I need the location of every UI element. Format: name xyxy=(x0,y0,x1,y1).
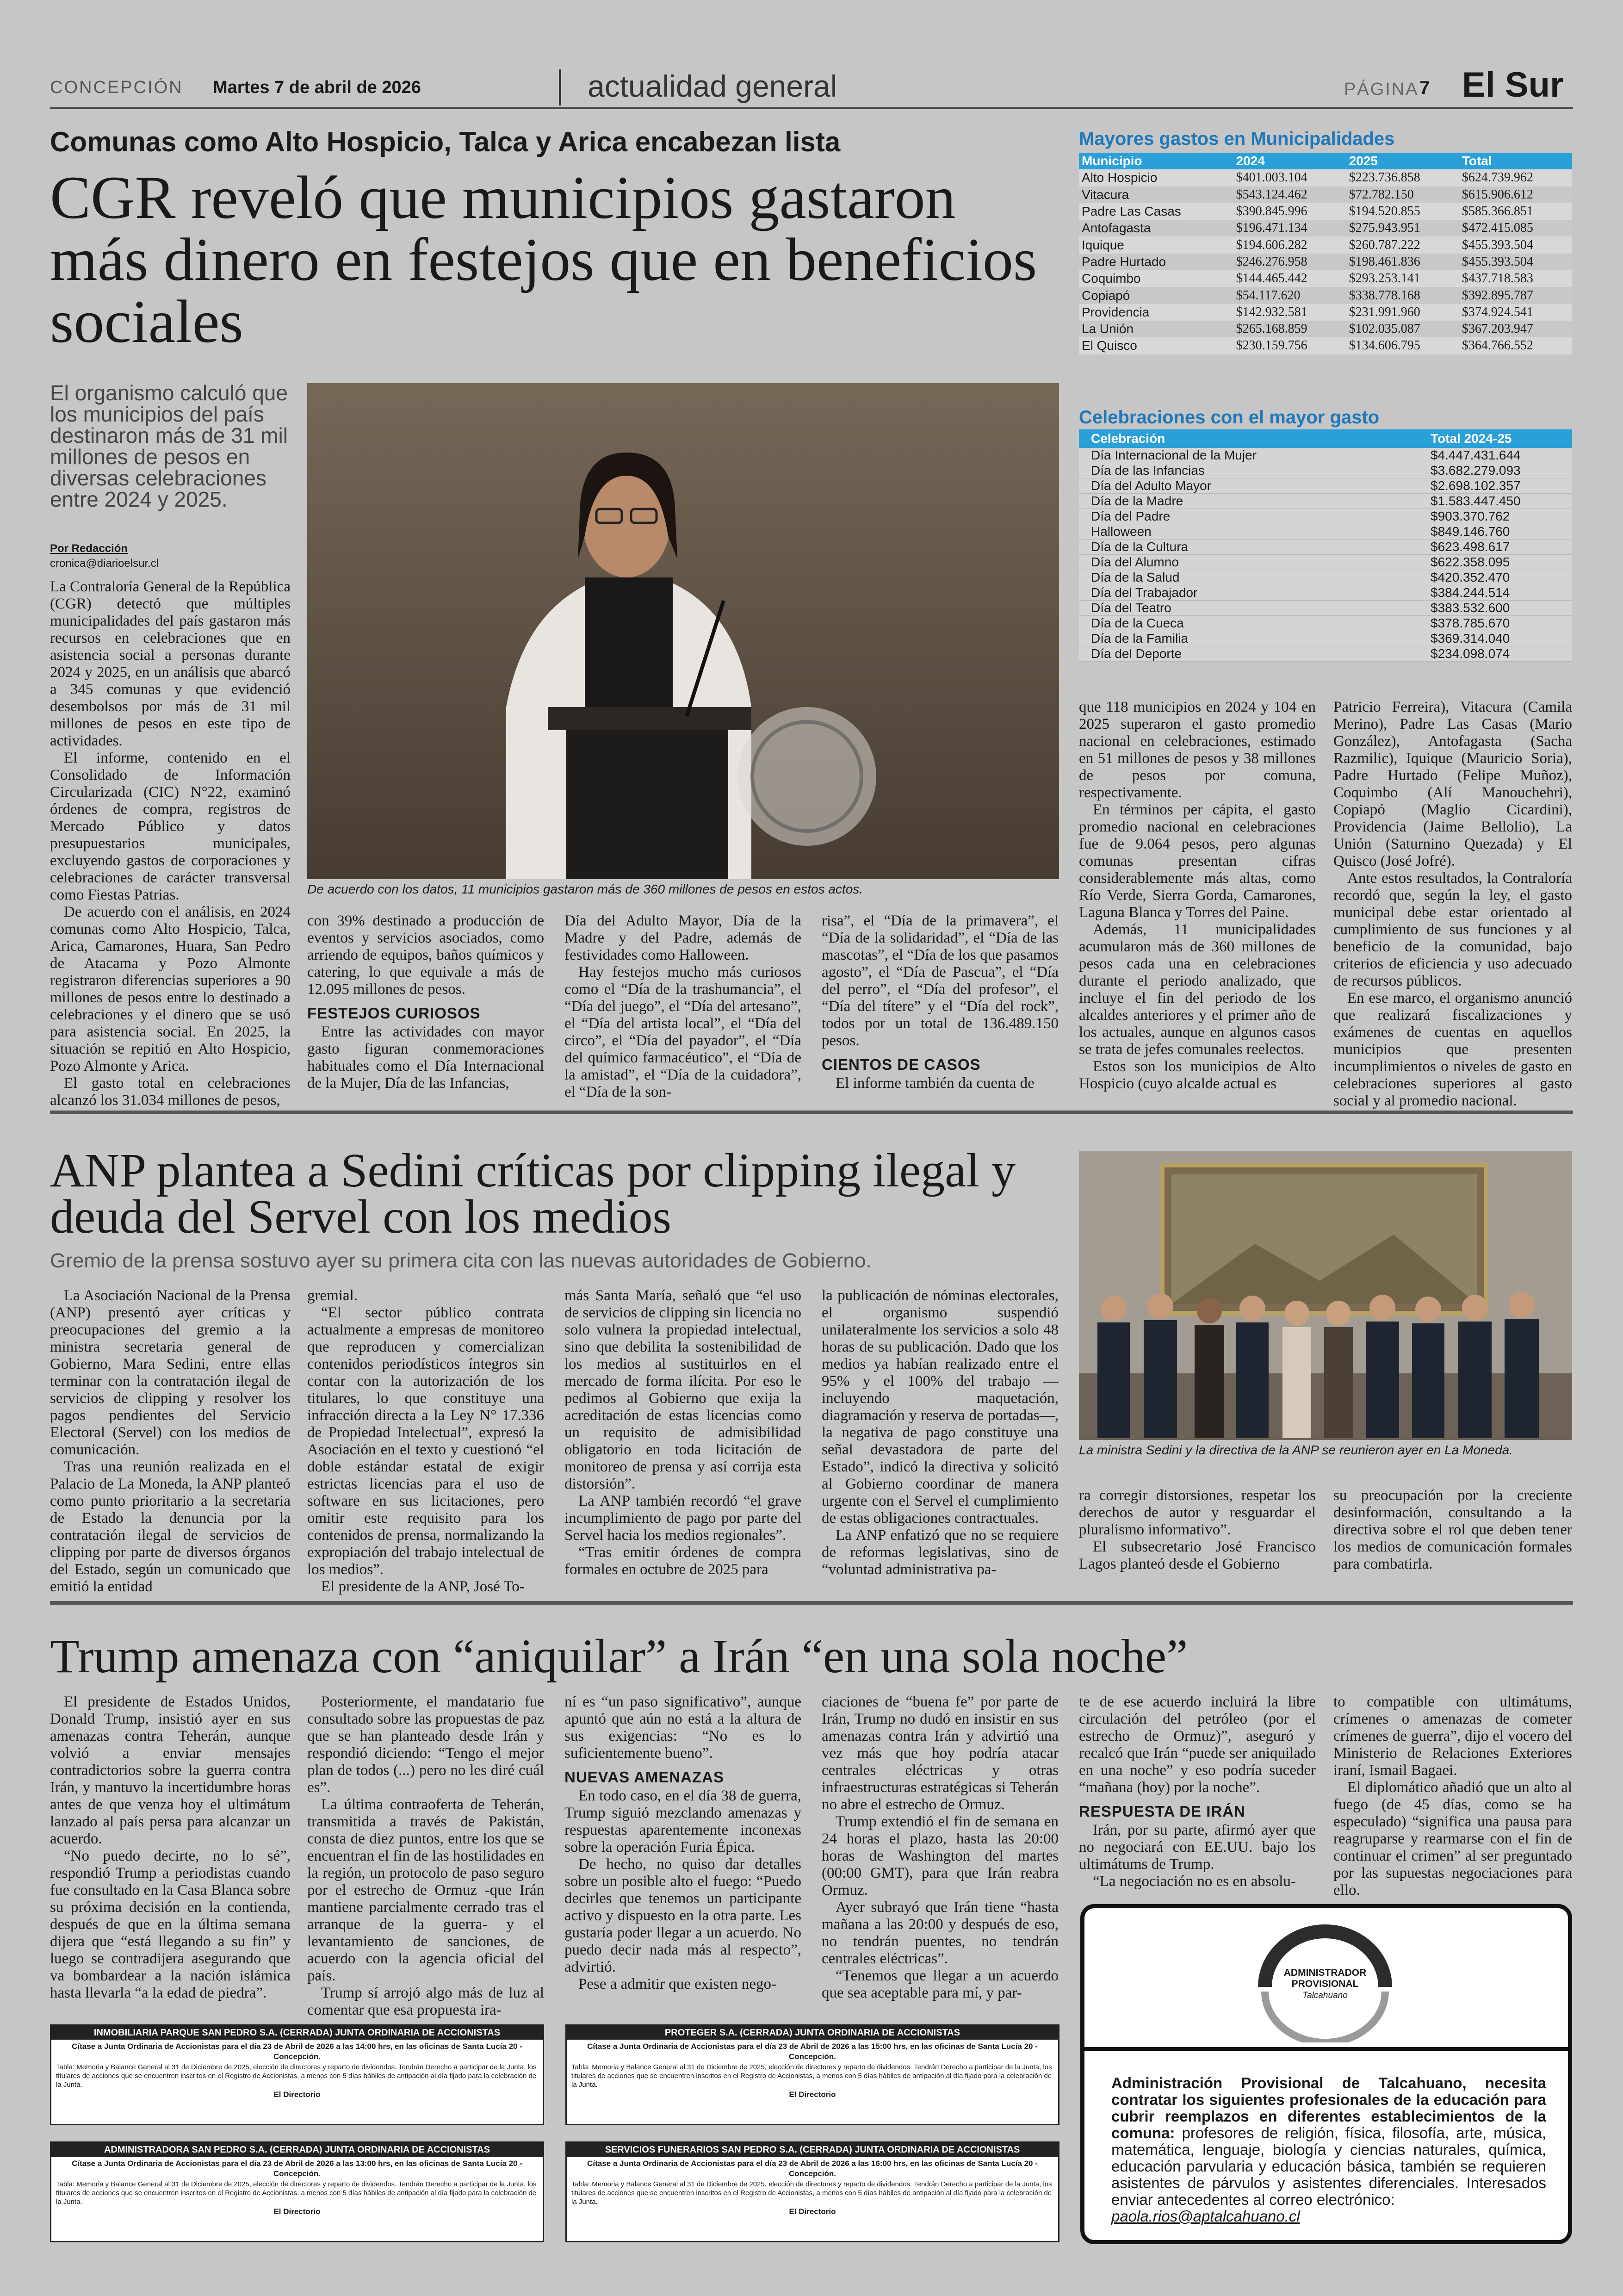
speaker-photo-illustration xyxy=(307,383,1059,879)
table2-row xyxy=(1079,616,1572,631)
article1-col5-p3: Además, 11 municipalidades acumularon más de 360 millones de pesos cada una en celebraciones durante el periodo analizado, que incluye el fin del periodo de los alcaldes anteriores y el primer año de los actuales, aunque en algunos casos se trata de jefes comunales reelectos. xyxy=(1079,921,1316,1058)
article1-col1-p3: De acuerdo con el análisis, en 2024 comunas como Alto Hospicio, Talca, Arica, Camarones, Huara, San Pedro de Atacama y Pozo Almonte registraron diferencias superiores a 90 millones de pesos entre lo destinado a celebraciones y el dinero que se usó para asistencia social. En 2025, la situación se repitió en Alto Hospicio, Pozo Almonte y Arica. xyxy=(50,904,291,1074)
notice-administradora xyxy=(50,2141,544,2242)
table1-row xyxy=(1079,220,1572,236)
table1-cell: $223.736.858 xyxy=(1346,169,1459,186)
section-rule xyxy=(50,1111,1573,1114)
article2-col2-p1: gremial. xyxy=(307,1287,358,1304)
table2-cell: Día de la Madre xyxy=(1079,494,1419,509)
table2-cell: $420.352.470 xyxy=(1419,570,1572,585)
article1-col1-p2: El informe, contenido en el Consolidado de Información Circularizada (CIC) N°22, examinó órdenes de compra, registros de Mercado Público y datos presupuestarios municipales, excluyendo gastos de corporaciones y celebraciones de carácter transversal como Fiestas Patrias. xyxy=(50,750,291,903)
article2-headline: ANP plantea a Sedini críticas por clipping ilegal y deuda del Servel con los medios xyxy=(50,1144,1016,1243)
table2-row xyxy=(1079,646,1572,662)
table1-row xyxy=(1079,169,1572,186)
article2-column-3 xyxy=(564,1287,801,1578)
table1-row xyxy=(1079,203,1572,220)
article1-col5-p1: que 118 municipios en 2024 y 104 en 2025 superaron el gasto promedio nacional en celebraciones, estimado en 51 millones de pesos y 38 millones de pesos por comuna, respectivamente. xyxy=(1079,699,1316,801)
article1-photo-caption: De acuerdo con los datos, 11 municipios gastaron más de 360 millones de pesos en estos actos. xyxy=(307,882,863,896)
notice-funerarios xyxy=(565,2141,1059,2242)
article3-col5-p1: te de ese acuerdo incluirá la libre circulación del petróleo (por el estrecho de Ormuz)”, aseguró y recalcó que Irán “puede ser aniquilado en una noche” y eso podría suceder “mañana (hoy) por la noche”. xyxy=(1079,1694,1316,1796)
article1-col6-p1: Patricio Ferreira), Vitacura (Camila Merino), Padre Las Casas (Mario González), Antofagasta (Sacha Razmilic), Iquique (Mauricio Soria), Padre Hurtado (Felipe Muñoz), Coquimbo (Alí Manouchehri), Copiapó (Maglio Cicardini), Providencia (Jaime Bellolio), La Unión (Saturnino Quezada) y El Quisco (José Jofré). xyxy=(1333,699,1572,869)
article3-column-4 xyxy=(822,1694,1059,2002)
article1-col1-p4: El gasto total en celebraciones alcanzó los 31.034 millones de pesos, xyxy=(50,1075,291,1109)
article3-column-6 xyxy=(1333,1694,1572,1899)
article2-col2-p2: “El sector público contrata actualmente a empresas de monitoreo que reproducen y comercializan contenidos periodísticos íntegros sin contar con la autorización de los titulares, lo que constituye una infracción directa a la Ley N° 17.336 de Propiedad Intelectual”, expresó la Asociación en el texto y cuestionó “el doble estándar estatal de exigir estrictas licencias para el uso de software en sus licitaciones, pero omitir este requisito para los contenidos de prensa, normalizando la expropiación del trabajo intelectual de los medios”. xyxy=(307,1304,544,1578)
table1-cell: $585.366.851 xyxy=(1459,203,1572,220)
article1-col5-p4: Estos son los municipios de Alto Hospicio (cuyo alcalde actual es xyxy=(1079,1058,1316,1092)
table1-cell: Antofagasta xyxy=(1079,220,1233,236)
article2-column-4 xyxy=(822,1287,1059,1578)
table2-cell: $2.698.102.357 xyxy=(1419,478,1572,494)
article3-col1-p1: El presidente de Estados Unidos, Donald Trump, insistió ayer en sus amenazas contra Teherán, aunque volvió a enviar mensajes contradictorios sobre la guerra contra Irán, y mantuvo la incertidumbre horas antes de que venza hoy el ultimátum lanzado al país persa para alcanzar un acuerdo. xyxy=(50,1694,291,1847)
notice-body: Cítase a Junta Ordinaria de Accionistas para el día 23 de Abril de 2026 a las 13:00 hrs, en las oficinas de Santa Lucía 20 - Concepción. xyxy=(72,2159,522,2178)
article1-subhead-festejos: FESTEJOS CURIOSOS xyxy=(307,1005,481,1022)
article3-col1-p2: “No puedo decirte, no lo sé”, respondió Trump a periodistas cuando fue consultado en la Casa Blanca sobre su próxima decisión en la contienda, después de que en la última semana dijera que “está llegando a su fin” y luego se contradijera asegurando que va bombardear a la nación islámica hasta llevarla “a la edad de piedra”. xyxy=(50,1848,291,2001)
article3-col3-p2: En todo caso, en el día 38 de guerra, Trump siguió mezclando amenazas y respuestas aparentemente inconexas sobre la operación Furia Épica. xyxy=(564,1787,801,1855)
table1-row xyxy=(1079,321,1572,337)
table2-row xyxy=(1079,463,1572,478)
table1-cell: $367.203.947 xyxy=(1459,321,1572,337)
table2-row xyxy=(1079,478,1572,494)
article1-col3-p1: Día del Adulto Mayor, Día de la Madre y del Padre, además de festividades como Halloween. xyxy=(564,912,801,963)
table1-cell: $246.276.958 xyxy=(1233,254,1346,270)
table1-cell: Vitacura xyxy=(1079,186,1233,203)
ad-divider xyxy=(1084,2047,1568,2051)
table2-cell: $849.146.760 xyxy=(1419,524,1572,540)
notice-agenda: Tabla: Memoria y Balance General al 31 de Diciembre de 2025, elección de directores y reparto de dividendos. Tendrán Derecho a participar de la Junta, los titulares de acciones que se encuentren inscritos en el Registro de Accionistas, a menos con 5 días hábiles de antipación al día fijado para la celebración de la Junta. xyxy=(56,2180,537,2206)
article3-col5-p3: “La negociación no es en absolu- xyxy=(1093,1873,1296,1890)
section-rule xyxy=(50,1601,1573,1605)
table2-cell: Día del Alumno xyxy=(1079,555,1419,570)
table2-row xyxy=(1079,585,1572,601)
article3-col4-p1: ciaciones de “buena fe” por parte de Irán, Trump no dudó en insistir en sus amenazas contra Irán y advirtió una vez más que hoy podría atacar centrales eléctricas y otras infraestructuras estratégicas si Teherán no abre el estrecho de Ormuz. xyxy=(822,1694,1059,1813)
table2-cell: Halloween xyxy=(1079,524,1419,540)
article3-col3-p3: De hecho, no quiso dar detalles sobre un posible alto el fuego: “Puedo decirles que tenemos un participante activo y dispuesto en la otra parte. Les gustaría poder llegar a un acuerdo. No puedo decir nada más al respecto”, advirtió. xyxy=(564,1856,801,1975)
table2-cell: $369.314.040 xyxy=(1419,631,1572,646)
article1-photo xyxy=(307,383,1059,879)
table2-cell: Día de la Cultura xyxy=(1079,540,1419,555)
table2-cell: $383.532.600 xyxy=(1419,601,1572,616)
article1-column-6 xyxy=(1333,699,1572,1110)
notice-inmobiliaria xyxy=(50,2024,544,2125)
article2-column-1 xyxy=(50,1287,291,1595)
article2-col4-p1: la publicación de nóminas electorales, el organismo suspendió unilateralmente los servicios a solo 48 horas de su publicación. Dado que los medios ya habían realizado entre el 95% y el 100% del trabajo —incluyendo maquetación, diagramación y reserva de portadas—, la negativa de pago constituye una señal devastadora de parte del Estado”, indicó la directiva y solicitó al Gobierno coordinar de manera urgente con el Servel el cumplimiento de estas obligaciones contractuales. xyxy=(822,1287,1059,1527)
table2-row xyxy=(1079,555,1572,570)
table1-cell: $455.393.504 xyxy=(1459,236,1572,253)
table2-cell: Día del Teatro xyxy=(1079,601,1419,616)
table2-cell: $622.358.095 xyxy=(1419,555,1572,570)
table1-cell: $615.906.612 xyxy=(1459,186,1572,203)
article2-col1-p2: Tras una reunión realizada en el Palacio de La Moneda, la ANP planteó como punto prioritario a la secretaria de Estado la denuncia por la contratación ilegal de servicios de clipping por parte de diversos órganos del Estado, según un comunicado que emitió la entidad xyxy=(50,1458,291,1595)
article2-column-2 xyxy=(307,1287,544,1595)
table2-row xyxy=(1079,494,1572,509)
article1-col5-p2: En términos per cápita, el gasto promedio nacional en celebraciones fue de 9.064 pesos, pero algunas comunas presentan cifras considerablemente más altas, como Río Verde, Sierra Gorda, Camarones, Laguna Blanca y Torres del Paine. xyxy=(1079,801,1316,921)
article1-column-4 xyxy=(822,912,1059,1092)
article2-col3-p2: La ANP también recordó “el grave incumplimiento de pago por parte del Servel hacia los medios regionales”. xyxy=(564,1493,801,1544)
table1-cell: El Quisco xyxy=(1079,337,1233,354)
table1-cell: Iquique xyxy=(1079,236,1233,253)
article3-subhead-respuesta: RESPUESTA DE IRÁN xyxy=(1079,1803,1245,1820)
table1-cell: $390.845.996 xyxy=(1233,203,1346,220)
article3-col5-p2: Irán, por su parte, afirmó ayer que no negociará con EE.UU. bajo los ultimátums de Trump. xyxy=(1079,1822,1316,1873)
table1-cell: $364.766.552 xyxy=(1459,337,1572,354)
article3-col4-p4: “Tenemos que llegar a un acuerdo que sea aceptable para mí, y par- xyxy=(822,1967,1059,2001)
table2-header: Total 2024-25 xyxy=(1419,429,1572,448)
notice-title: PROTEGER S.A. (CERRADA) JUNTA ORDINARIA DE ACCIONISTAS xyxy=(567,2026,1058,2040)
notice-agenda: Tabla: Memoria y Balance General al 31 de Diciembre de 2025, elección de directores y reparto de dividendos. Tendrán Derecho a participar de la Junta, los titulares de acciones que se encuentren inscritos en el Registro de Accionistas, a menos con 5 días hábiles de antipación al día fijado para la celebración de la Junta. xyxy=(571,2063,1052,2089)
table1-cell: Padre Las Casas xyxy=(1079,203,1233,220)
table1-cell: Padre Hurtado xyxy=(1079,254,1233,270)
notice-agenda: Tabla: Memoria y Balance General al 31 de Diciembre de 2025, elección de directores y reparto de dividendos. Tendrán Derecho a participar de la Junta, los titulares de acciones que se encuentren inscritos en el Registro de Accionistas, a menos con 5 días hábiles de antipación al día fijado para la celebración de la Junta. xyxy=(56,2063,537,2089)
table2-cell: $3.682.279.093 xyxy=(1419,463,1572,478)
table2-cell: Día del Adulto Mayor xyxy=(1079,478,1419,494)
article1-column-5 xyxy=(1079,699,1316,1092)
table1-cell: $275.943.951 xyxy=(1346,220,1459,236)
table1-cell: $472.415.085 xyxy=(1459,220,1572,236)
article1-column-3 xyxy=(564,912,801,1101)
article1-col2-p1: con 39% destinado a producción de eventos y servicios asociados, como arriendo de equipos, baños químicos y catering, lo que equivale a más de 12.095 millones de pesos. xyxy=(307,912,544,998)
table2-cell: Día de la Familia xyxy=(1079,631,1419,646)
table2-cell: Día de la Salud xyxy=(1079,570,1419,585)
table2-title: Celebraciones con el mayor gasto xyxy=(1079,407,1380,428)
table2-cell: Día del Deporte xyxy=(1079,646,1419,662)
table1-row xyxy=(1079,337,1572,354)
notice-signature: El Directorio xyxy=(789,2207,836,2216)
table1-title: Mayores gastos en Municipalidades xyxy=(1079,129,1395,149)
table1-cell: $54.117.620 xyxy=(1233,287,1346,304)
header-city: CONCEPCIÓN xyxy=(50,78,183,97)
table1-cell: $293.253.141 xyxy=(1346,270,1459,287)
notice-title: INMOBILIARIA PARQUE SAN PEDRO S.A. (CERRADA) JUNTA ORDINARIA DE ACCIONISTAS xyxy=(51,2026,543,2040)
table2-row xyxy=(1079,601,1572,616)
table1-cell: $437.718.583 xyxy=(1459,270,1572,287)
table2-row xyxy=(1079,570,1572,585)
table1-cell: $134.606.795 xyxy=(1346,337,1459,354)
article1-deck: El organismo calculó que los municipios del país destinaron más de 31 mil millones de pesos en diversas celebraciones entre 2024 y 2025. xyxy=(50,381,288,511)
article2-column-6 xyxy=(1333,1487,1572,1573)
article3-col3-p1: ní es “un paso significativo”, aunque apuntó que aún no está a la altura de sus exigencias: “No es lo suficientemente bueno”. xyxy=(564,1694,801,1762)
table2-cell: $234.098.074 xyxy=(1419,646,1572,662)
article2-col5-p2: El subsecretario José Francisco Lagos planteó desde el Gobierno xyxy=(1079,1539,1316,1572)
table1-cell: $196.471.134 xyxy=(1233,220,1346,236)
article3-column-3 xyxy=(564,1694,801,1993)
notice-signature: El Directorio xyxy=(789,2090,836,2099)
table2-cell: Día del Padre xyxy=(1079,509,1419,524)
table1-row xyxy=(1079,270,1572,287)
article3-col3-p4: Pese a admitir que existen nego- xyxy=(578,1976,776,1992)
ad-email-link[interactable]: paola.rios@aptalcahuano.cl xyxy=(1111,2208,1300,2225)
article1-col1-p1: La Contraloría General de la República (CGR) detectó que múltiples municipalidades del país gastaron más recursos en celebraciones que en asistencia social a personas durante 2024 y 2025, en un análisis que abarcó a 345 comunas y que evidenció desembolsos por más de 31 mil millones de pesos en este tipo de actividades. xyxy=(50,578,291,749)
notice-proteger xyxy=(565,2024,1059,2125)
table2-row xyxy=(1079,524,1572,540)
job-advertisement xyxy=(1080,1904,1572,2244)
table2-cell: Día Internacional de la Mujer xyxy=(1079,448,1419,463)
article2-col3-p1: más Santa María, señaló que “el uso de servicios de clipping sin licencia no solo vulnera la propiedad intelectual, sino que debilita la sostenibilidad de los medios al sustituirlos en el mercado de forma ilícita. Por eso le pedimos al Gobierno que exija la acreditación de estas licencias como un requisito de admisibilidad obligatorio en toda licitación de monitoreo de prensa y así corrija esta distorsión”. xyxy=(564,1287,801,1492)
article2-col2-p3: El presidente de la ANP, José To- xyxy=(321,1578,525,1595)
group-photo-illustration xyxy=(1079,1151,1572,1440)
article2-deck: Gremio de la prensa sostuvo ayer su primera cita con las nuevas autoridades de Gobierno. xyxy=(50,1249,872,1272)
celebrations-table xyxy=(1079,429,1572,662)
table1-row xyxy=(1079,304,1572,321)
article1-col4-p2: El informe también da cuenta de xyxy=(836,1075,1035,1092)
seal-text-3: Talcahuano xyxy=(1302,1991,1348,2000)
newspaper-logo: El Sur xyxy=(1462,65,1564,105)
article1-headline: CGR reveló que municipios gastaron más dinero en festejos que en beneficios sociales xyxy=(50,163,1037,355)
table2-cell: Día de la Cueca xyxy=(1079,616,1419,631)
table1-cell: $392.895.787 xyxy=(1459,287,1572,304)
table1-cell: $194.520.855 xyxy=(1346,203,1459,220)
table1-row xyxy=(1079,236,1572,253)
notice-title: SERVICIOS FUNERARIOS SAN PEDRO S.A. (CERRADA) JUNTA ORDINARIA DE ACCIONISTAS xyxy=(567,2143,1058,2157)
table1-cell: $374.924.541 xyxy=(1459,304,1572,321)
table1-header: 2024 xyxy=(1233,153,1346,169)
article2-col5-p1: ra corregir distorsiones, respetar los derechos de autor y resguardar el pluralismo informativo”. xyxy=(1079,1487,1316,1538)
table1-cell: $231.991.960 xyxy=(1346,304,1459,321)
header-divider xyxy=(559,69,561,105)
article1-col3-p2: Hay festejos mucho más curiosos como el “Día de la trashumancia”, el “Día del juego”, el “Día del artesano”, el “Día del artista local”, el “Día del circo”, el “Día del payador”, el “Día del químico farmacéutico”, el “Día de la amistad”, el “Día de la cuidadora”, el “Día de la son- xyxy=(564,964,801,1100)
table2-row xyxy=(1079,540,1572,555)
article2-col6-p1: su preocupación por la creciente desinformación, consultando a la directiva sobre el rol que deben tener los medios de comunicación formales para combatirla. xyxy=(1333,1487,1572,1572)
article1-email: cronica@diarioelsur.cl xyxy=(50,557,159,570)
article3-col2-p3: Trump sí arrojó algo más de luz al comentar que esa propuesta ira- xyxy=(307,1985,544,2018)
article1-subhead-cientos: CIENTOS DE CASOS xyxy=(822,1056,981,1073)
article3-col4-p3: Ayer subrayó que Irán tiene “hasta mañana a las 20:00 y después de eso, no tendrán puentes, no tendrán centrales eléctricas”. xyxy=(822,1899,1059,1967)
table1-cell: $144.465.442 xyxy=(1233,270,1346,287)
article3-col4-p2: Trump extendió el fin de semana en 24 horas el plazo, hasta las 20:00 horas de Washington del martes (00:00 GMT), para que Irán reabra Ormuz. xyxy=(822,1813,1059,1899)
header-page-number: 7 xyxy=(1419,78,1430,98)
article2-column-5 xyxy=(1079,1487,1316,1573)
table2-header: Celebración xyxy=(1079,429,1419,448)
table1-cell: $260.787.222 xyxy=(1346,236,1459,253)
table1-cell: $338.778.168 xyxy=(1346,287,1459,304)
table1-cell: $198.461.836 xyxy=(1346,254,1459,270)
table2-cell: $4.447.431.644 xyxy=(1419,448,1572,463)
notice-body: Cítase a Junta Ordinaria de Accionistas para el día 23 de Abril de 2026 a las 14:00 hrs, en las oficinas de Santa Lucía 20 - Concepción. xyxy=(72,2042,522,2061)
table1-row xyxy=(1079,254,1572,270)
notice-title: ADMINISTRADORA SAN PEDRO S.A. (CERRADA) JUNTA ORDINARIA DE ACCIONISTAS xyxy=(51,2143,543,2157)
ad-body: profesores de religión, física, filosofía, arte, música, matemática, lenguaje, biología y ciencias naturales, química, educación parvularia y educación básica, también se requieren asistentes de párvulos y asistentes diferenciales. Interesados enviar antecedentes al correo electrónico: xyxy=(1111,2124,1546,2208)
article2-col4-p2: La ANP enfatizó que no se requiere de reformas legislativas, sino de “voluntad administrativa pa- xyxy=(822,1527,1059,1578)
table1-cell: $194.606.282 xyxy=(1233,236,1346,253)
seal-text-1: ADMINISTRADOR xyxy=(1283,1967,1367,1978)
table2-cell: $384.244.514 xyxy=(1419,585,1572,601)
table1-cell: $455.393.504 xyxy=(1459,254,1572,270)
article1-column-2 xyxy=(307,912,544,1092)
table2-cell: Día de las Infancias xyxy=(1079,463,1419,478)
table1-cell: $624.739.962 xyxy=(1459,169,1572,186)
article1-col6-p2: Ante estos resultados, la Contraloría recordó que, según la ley, el gasto municipal debe estar orientado al cumplimiento de sus funciones y al beneficio de la comunidad, bajo criterios de eficiencia y uso adecuado de recursos públicos. xyxy=(1333,870,1572,989)
article2-col1-p1: La Asociación Nacional de la Prensa (ANP) presentó ayer críticas y preocupaciones del gremio a la ministra secretaria general de Gobierno, Mara Sedini, entre ellas terminar con la contratación ilegal de servicios de clipping y resolver los pagos pendientes del Servicio Electoral (Servel) con los medios de comunicación. xyxy=(50,1287,291,1458)
table2-cell: $378.785.670 xyxy=(1419,616,1572,631)
notice-agenda: Tabla: Memoria y Balance General al 31 de Diciembre de 2025, elección de directores y reparto de dividendos. Tendrán Derecho a participar de la Junta, los titulares de acciones que se encuentren inscritos en el Registro de Accionistas, a menos con 5 días hábiles de antipación al día fijado para la celebración de la Junta. xyxy=(571,2180,1052,2206)
article3-column-1 xyxy=(50,1694,291,2002)
article1-col6-p3: En ese marco, el organismo anunció que realizará fiscalizaciones y exámenes de cuentas en aquellos municipios que presenten incumplimientos o niveles de gasto en celebraciones superiores al gasto social y al promedio nacional. xyxy=(1333,990,1572,1109)
article1-col2-p2: Entre las actividades con mayor gasto figuran conmemoraciones habituales como el Día Internacional de la Mujer, Día de las Infancias, xyxy=(307,1024,544,1092)
table2-cell: Día del Trabajador xyxy=(1079,585,1419,601)
table1-cell: $265.168.859 xyxy=(1233,321,1346,337)
table2-cell: $623.498.617 xyxy=(1419,540,1572,555)
article3-headline: Trump amenaza con “aniquilar” a Irán “en una sola noche” xyxy=(50,1630,1188,1683)
table1-cell: Coquimbo xyxy=(1079,270,1233,287)
article3-column-5 xyxy=(1079,1694,1316,1890)
seal-logo xyxy=(1237,1922,1413,2042)
table2-row xyxy=(1079,509,1572,524)
table1-cell: $543.124.462 xyxy=(1233,186,1346,203)
table1-cell: $401.003.104 xyxy=(1233,169,1346,186)
seal-text-2: PROVISIONAL xyxy=(1291,1979,1359,1989)
notice-signature: El Directorio xyxy=(273,2207,321,2216)
table1-cell: Alto Hospicio xyxy=(1079,169,1233,186)
table1-cell: $102.035.087 xyxy=(1346,321,1459,337)
notice-body: Cítase a Junta Ordinaria de Accionistas para el día 23 de Abril de 2026 a las 16:00 hrs, en las oficinas de Santa Lucía 20 - Concepción. xyxy=(587,2159,1038,2178)
article3-col2-p2: La última contraoferta de Teherán, transmitida a través de Pakistán, consta de diez puntos, entre los que se encuentran el fin de las hostilidades en la región, un protocolo de paso seguro por el estrecho de Ormuz -que Irán mantiene parcialmente cerrado tras el arranque de la guerra- y el levantamiento de sanciones, de acuerdo con la agencia oficial del país. xyxy=(307,1796,544,1984)
header-page-label: PÁGINA xyxy=(1344,80,1419,99)
article3-col6-p2: El diplomático añadió que un alto al fuego (de 45 días, como se ha especulado) “significa una pausa para reagruparse y rearmarse con el fin de continuar el crimen” al ser preguntado por las supuestas negociaciones para ello. xyxy=(1333,1779,1572,1899)
table1-row xyxy=(1079,186,1572,203)
article1-byline: Por Redacción xyxy=(50,542,128,555)
table1-header: 2025 xyxy=(1346,153,1459,169)
header-section: actualidad general xyxy=(588,69,837,103)
article2-col3-p3: “Tras emitir órdenes de compra formales en octubre de 2025 para xyxy=(564,1544,801,1578)
ad-text xyxy=(1111,2075,1546,2225)
table1-cell: Copiapó xyxy=(1079,287,1233,304)
header-rule xyxy=(50,107,1573,109)
ad-lead: Administración Provisional de Talcahuano, necesita contratar los siguientes profesionales de la educación para cubrir reemplazos en diferentes establecimientos de la comuna: xyxy=(1111,2074,1546,2141)
article2-photo-caption: La ministra Sedini y la directiva de la ANP se reunieron ayer en La Moneda. xyxy=(1079,1443,1513,1457)
article3-col2-p1: Posteriormente, el mandatario fue consultado sobre las propuestas de paz que se han planteado desde Irán y respondió diciendo: “Tengo el mejor plan de todos (...) pero no les diré cuál es”. xyxy=(307,1694,544,1796)
table2-cell: $903.370.762 xyxy=(1419,509,1572,524)
article1-column-1 xyxy=(50,578,291,1109)
municipal-spending-table xyxy=(1079,153,1572,354)
table2-row xyxy=(1079,448,1572,463)
table2-cell: $1.583.447.450 xyxy=(1419,494,1572,509)
table1-row xyxy=(1079,287,1572,304)
notice-body: Cítase a Junta Ordinaria de Accionistas para el día 23 de Abril de 2026 a las 15:00 hrs, en las oficinas de Santa Lucía 20 - Concepción. xyxy=(587,2042,1038,2061)
article3-col6-p1: to compatible con ultimátums, crímenes o amenazas de cometer crímenes de guerra”, dijo el vocero del Ministerio de Relaciones Exteriores iraní, Ismail Bagaei. xyxy=(1333,1694,1572,1779)
table1-header: Municipio xyxy=(1079,153,1233,169)
article2-photo xyxy=(1079,1151,1572,1440)
article1-col4-p1: risa”, el “Día de la primavera”, el “Día de la solidaridad”, el “Día de las mascotas”, el “Día de los que pasamos agosto”, el “Día de Pascua”, el “Día del perro”, el “Día del profesor”, el “Día del títere” y el “Día del rock”, todos por un total de 136.489.150 pesos. xyxy=(822,912,1059,1049)
table1-cell: $230.159.756 xyxy=(1233,337,1346,354)
article3-subhead-amenazas: NUEVAS AMENAZAS xyxy=(564,1769,725,1786)
table1-header: Total xyxy=(1459,153,1572,169)
article1-kicker: Comunas como Alto Hospicio, Talca y Arica encabezan lista xyxy=(50,126,841,157)
article3-column-2 xyxy=(307,1694,544,2019)
table1-cell: La Unión xyxy=(1079,321,1233,337)
table1-cell: Providencia xyxy=(1079,304,1233,321)
notice-signature: El Directorio xyxy=(273,2090,321,2099)
header-date: Martes 7 de abril de 2026 xyxy=(213,78,421,97)
table1-cell: $72.782.150 xyxy=(1346,186,1459,203)
table2-row xyxy=(1079,631,1572,646)
table1-cell: $142.932.581 xyxy=(1233,304,1346,321)
